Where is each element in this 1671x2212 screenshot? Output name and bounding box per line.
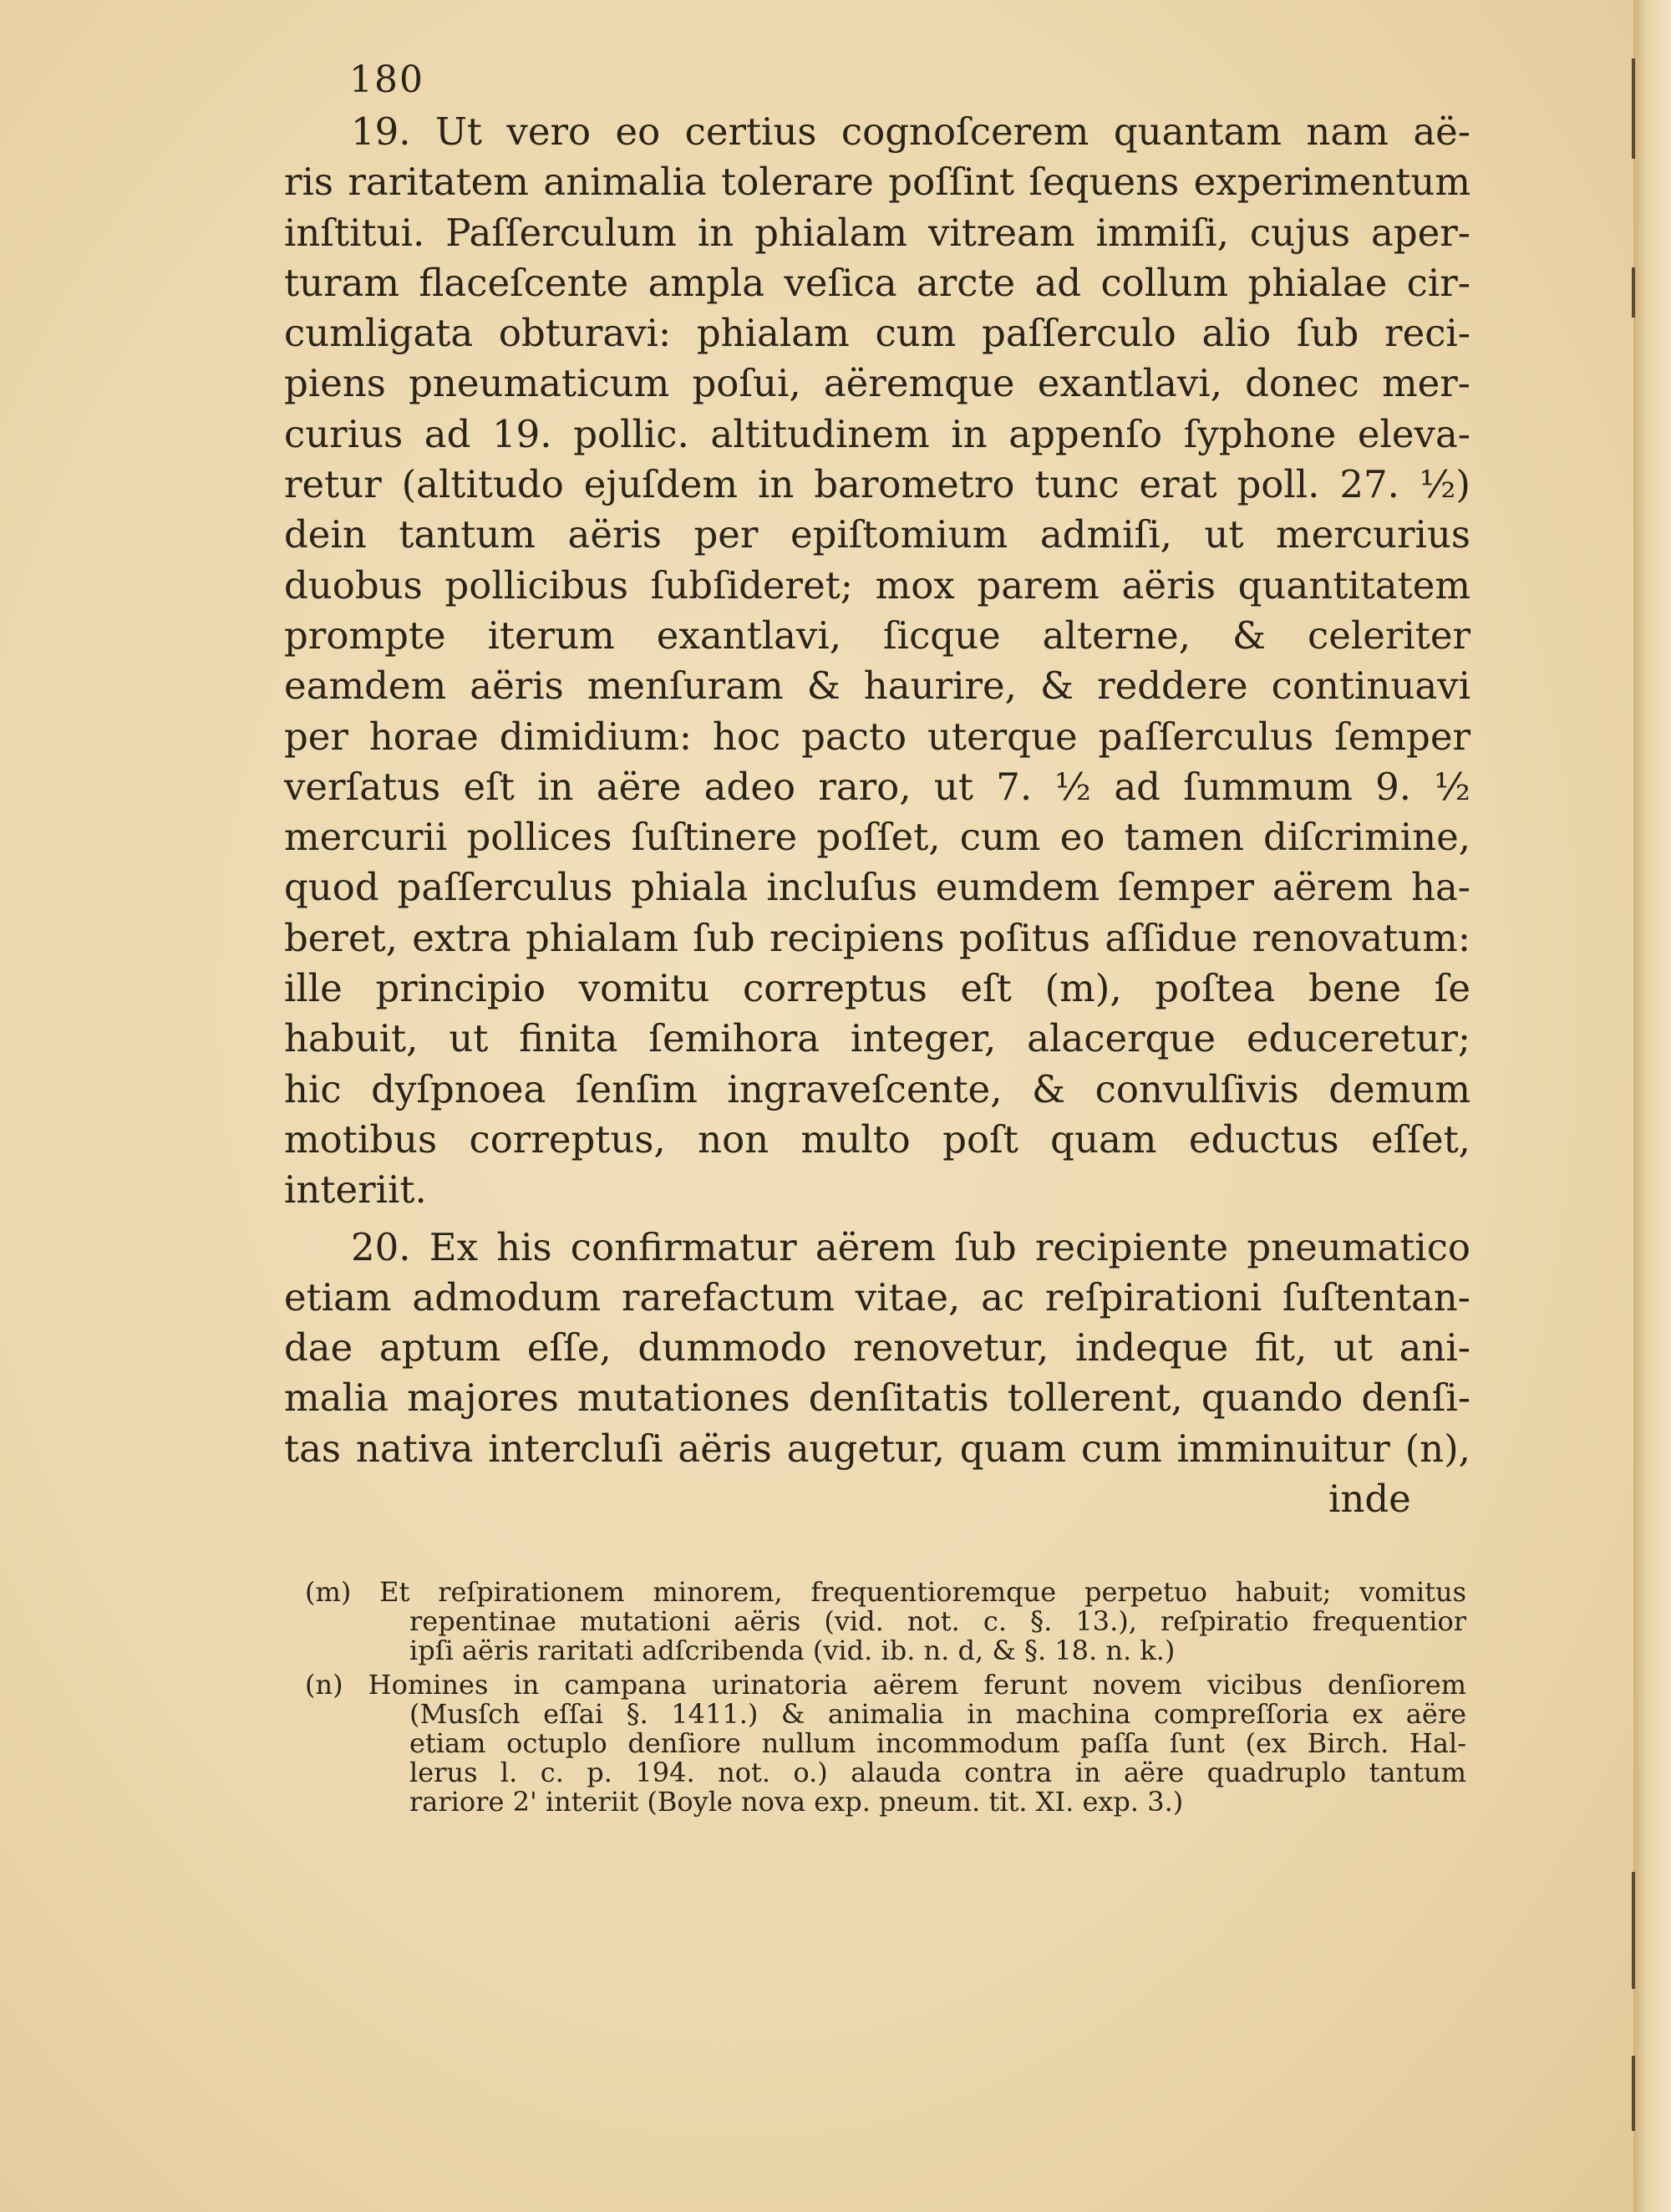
- edge-mark: [1632, 58, 1635, 159]
- catchword: inde: [1328, 1477, 1411, 1522]
- text-line: eamdem aëris menſuram & haurire, & reddere continuavi: [284, 664, 1470, 709]
- paragraph-20: [284, 1223, 1470, 1525]
- edge-mark: [1632, 267, 1635, 318]
- footnote-line: (n) Homines in campana urinatoria aërem ferunt novem vicibus denſiorem: [305, 1669, 1466, 1701]
- text-line: inſtitui. Paſſerculum in phialam vitream immiſi, cujus aper-: [284, 210, 1470, 255]
- footnote-line: (Musſch eſſai §. 1411.) & animalia in machina compreſſoria ex aëre: [409, 1698, 1466, 1730]
- text-line: hic dyſpnoea ſenſim ingraveſcente, & convulſivis demum: [284, 1066, 1470, 1111]
- page-number: 180: [349, 58, 424, 101]
- text-line: 20. Ex his confirmatur aërem ſub recipiente pneumatico: [351, 1224, 1470, 1269]
- text-line: habuit, ut finita ſemihora integer, alacerque educeretur;: [284, 1016, 1470, 1061]
- text-line: verſatus eſt in aëre adeo raro, ut 7. ½ ad ſummum 9. ½: [284, 764, 1470, 809]
- footnote-m: [305, 1578, 1466, 1665]
- footnotes: [305, 1578, 1466, 1822]
- footnote-line: etiam octuplo denſiore nullum incommodum paſſa ſunt (ex Birch. Hal-: [409, 1727, 1466, 1759]
- footnote-line: rariore 2' interiit (Boyle nova exp. pneum. tit. XI. exp. 3.): [409, 1786, 1184, 1818]
- text-line: malia majores mutationes denſitatis tollerent, quando denſi-: [284, 1376, 1470, 1421]
- text-line: etiam admodum rarefactum vitae, ac reſpirationi ſuſtentan-: [284, 1274, 1470, 1320]
- text-line: 19. Ut vero eo certius cognoſcerem quantam nam aë-: [351, 109, 1470, 154]
- text-line: beret, extra phialam ſub recipiens poſitus aſſidue renovatum:: [284, 915, 1470, 960]
- text-line: interiit.: [284, 1167, 427, 1213]
- text-line: prompte iterum exantlavi, ſicque alterne, & celeriter: [284, 613, 1470, 658]
- text-line: motibus correptus, non multo poſt quam eductus eſſet,: [284, 1116, 1470, 1162]
- page-edge: [1633, 0, 1671, 2212]
- text-line: ille principio vomitu correptus eſt (m), poſtea bene ſe: [284, 966, 1470, 1011]
- text-line: retur (altitudo ejuſdem in barometro tunc erat poll. 27. ½): [284, 462, 1470, 507]
- text-line: duobus pollicibus ſubſideret; mox parem aëris quantitatem: [284, 562, 1470, 608]
- footnote-line: ipſi aëris raritati adſcribenda (vid. ib. n. d, & §. 18. n. k.): [409, 1635, 1176, 1666]
- text-line: curius ad 19. pollic. altitudinem in appenſo ſyphone eleva-: [284, 411, 1470, 456]
- text-line: mercurii pollices ſuſtinere poſſet, cum eo tamen diſcrimine,: [284, 815, 1470, 860]
- text-line: cumligata obturavi: phialam cum paſſerculo alio ſub reci-: [284, 311, 1470, 356]
- text-line: quod paſſerculus phiala incluſus eumdem ſemper aërem ha-: [284, 865, 1470, 910]
- edge-mark: [1632, 1872, 1635, 1989]
- text-line: dein tantum aëris per epiſtomium admiſi, ut mercurius: [284, 512, 1470, 557]
- text-line: dae aptum eſſe, dummodo renovetur, indeque fit, ut ani-: [284, 1325, 1470, 1370]
- text-line: ris raritatem animalia tolerare poſſint ſequens experimentum: [284, 160, 1470, 205]
- text-line: piens pneumaticum poſui, aëremque exantlavi, donec mer-: [284, 361, 1470, 406]
- footnote-line: lerus l. c. p. 194. not. o.) alauda contra in aëre quadruplo tantum: [409, 1757, 1466, 1788]
- body-text: [284, 107, 1470, 1524]
- text-line: per horae dimidium: hoc pacto uterque paſſerculus ſemper: [284, 714, 1470, 759]
- edge-mark: [1632, 2056, 1635, 2131]
- footnote-n: [305, 1670, 1466, 1817]
- text-line: tas nativa intercluſi aëris augetur, quam cum imminuitur (n),: [284, 1426, 1470, 1471]
- text-line: turam flaceſcente ampla veſica arcte ad collum phialae cir-: [284, 260, 1470, 305]
- footnote-line: repentinae mutationi aëris (vid. not. c. §. 13.), reſpiratio frequentior: [409, 1605, 1466, 1637]
- paragraph-19: [284, 107, 1470, 1216]
- footnote-line: (m) Et reſpirationem minorem, frequentioremque perpetuo habuit; vomitus: [305, 1576, 1466, 1608]
